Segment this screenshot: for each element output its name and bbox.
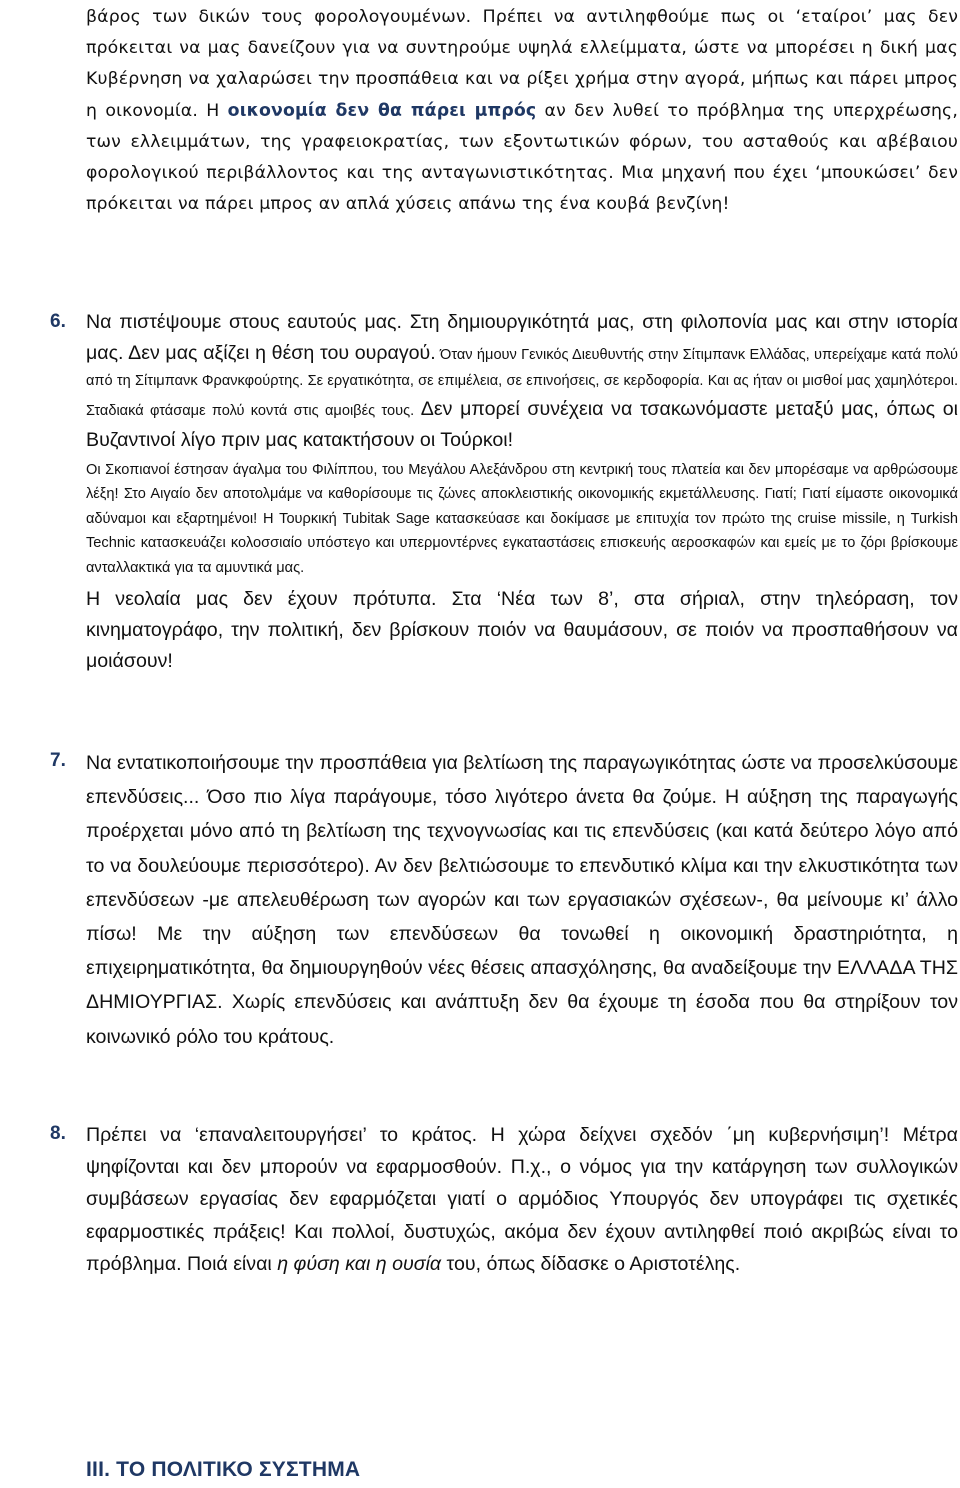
item-6-examples: Οι Σκοπιανοί έστησαν άγαλμα του Φιλίππου, του Μεγάλου Αλεξάνδρου στη κεντρική τους πλατεία και δεν μπορέσαμε να αρθρώσουμε λέξη! Στο Αιγαίο δεν αποτολμάμε να καθορίσουμε τις ζώνες αποκλειστικής οικονομικής εκμετάλλευσης. Γιατί; Γιατί είμαστε οικονομικά αδύναμοι και εξαρτημένοι! Η Τουρκική Tubitak Sage κατασκεύασε και δοκίμασε με επιτυχία τον πρώτο της cruise missile, η Turkish Technic κατασκευάζει κολοσσιαίο υπόστεγο και υπερμοντέρνες εγκαταστάσεις επισκευής αεροσκαφών και εμείς με το ζόρι βρίσκουμε ανταλλακτικά για τα αμυντικά μας. [86,461,958,576]
item-6-youth: Η νεολαία μας δεν έχουν πρότυπα. Στα ‘Νέα των 8’, στα σήριαλ, στην τηλεόραση, τον κινηματογράφο, την πολιτική, δεν βρίσκουν ποιόν να θαυμάσουν, σε ποιόν να προσπαθήσουν να μοιάσουν! [86,588,958,672]
list-item-6 [50,307,959,677]
item-number: 6. [50,311,66,332]
section-heading: III. ΤΟ ΠΟΛΙΤΙΚΟ ΣΥΣΤΗΜΑ [86,1458,361,1481]
continuation-paragraph [86,2,958,220]
item-6-detail: Όταν ήμουν Γενικός Διευθυντής στην Σίτιμπανκ Ελλάδας, υπερείχαμε κατά πολύ από τη Σίτιμπανκ Φρανκφούρτης. Σε εργατικότητα, σε επιμέλεια, σε επινοήσεις, σε κερδοφορία. Και ας ήταν οι μισθοί μας χαμηλότεροι. Σταδιακά φτάσαμε πολύ κοντά στις αμοιβές τους. [86,347,958,419]
paragraph-text: του, όπως δίδασκε ο Αριστοτέλης. [441,1252,741,1275]
item-6-paragraph [86,307,958,456]
paragraph-text: βάρος των δικών τους φορολογουμένων. Πρέπει να αντιληφθούμε πως οι ‘εταίροι’ μας δεν πρόκειται να μας δανείζουν για να συντηρούμε υψηλά ελλείμματα, ώστε να μπορέσει η δική μας Κυβέρνηση να χαλαρώσει την προσπάθεια και να ρίξει χρήμα στην αγορά, μήπως και πάρει μπρος η οικονομία. Η [86,7,958,121]
italic-phrase: η φύση και η ουσία [277,1252,442,1275]
item-number: 7. [50,750,66,771]
item-6-lead: Να πιστέψουμε στους εαυτούς μας. Στη δημιουργικότητά μας, στη φιλοπονία μας και στην ιστορία μας. Δεν μας αξίζει η θέση του ουραγού. [86,311,958,364]
item-number: 8. [50,1123,66,1144]
list-item-8 [50,1119,958,1280]
paragraph-text: αν δεν λυθεί το πρόβλημα της υπερχρέωσης, των ελλειμμάτων, της γραφειοκρατίας, των εξοντωτικών φόρων, του ασταθούς και αβέβαιου φορολογικού περιβάλλοντος και της ανταγωνιστικότητας. Μια μηχανή που έχει ‘μπουκώσει’ δεν πρόκειται να πάρει μπρος αν απλά χύσεις απάνω της ένα κουβά βενζίνη! [86,100,958,215]
bold-phrase: οικονομία δεν θα πάρει μπρός [227,100,537,121]
list-item-7 [50,746,958,1054]
item-8-paragraph [86,1119,958,1280]
item-6-statement: Δεν μπορεί συνέχεια να τσακωνόμαστε μεταξύ μας, όπως οι Βυζαντινοί λίγο πριν μας κατακτήσουν οι Τούρκοι! [86,397,959,451]
item-7-paragraph: Να εντατικοποιήσουμε την προσπάθεια για βελτίωση της παραγωγικότητας ώστε να προσελκύσουμε επενδύσεις... Όσο πιο λίγα παράγουμε, τόσο λιγότερο άνετα θα ζούμε. Η αύξηση της παραγωγής προέρχεται μόνο από τη βελτίωση της τεχνογνωσίας και τις επενδύσεις (και κατά δεύτερο λόγο από το να δουλεύουμε περισσότερο). Αν δεν βελτιώσουμε το επενδυτικό κλίμα και την ελκυστικότητα των επενδύσεων -με απελευθέρωση των αγορών και των εργασιακών σχέσεων-, θα μείνουμε κι’ άλλο πίσω! Με την αύξηση των επενδύσεων θα τονωθεί η οικονομική δραστηριότητα, η επιχειρηματικότητα, θα δημιουργηθούν νέες θέσεις απασχόλησης, θα αναδείξουμε την ΕΛΛΑΔΑ ΤΗΣ ΔΗΜΙΟΥΡΓΙΑΣ. Χωρίς επενδύσεις και ανάπτυξη δεν θα έχουμε τη έσοδα που θα στηρίξουν τον κοινωνικό ρόλο του κράτους. [86,752,958,1048]
paragraph-text: Πρέπει να ‘επαναλειτουργήσει’ το κράτος. Η χώρα δείχνει σχεδόν ΄μη κυβερνήσιμη’! Μέτρα ψηφίζονται και δεν μπορούν να εφαρμοσθούν. Π.χ., ο νόμος για την κατάργηση των συλλογικών συμβάσεων εργασίας δεν εφαρμόζεται γιατί ο αρμόδιος Υπουργός δεν υπογράφει τις σχετικές εφαρμοστικές πράξεις! Και πολλοί, δυστυχώς, ακόμα δεν έχουν αντιληφθεί ποιό ακριβώς είναι το πρόβλημα. Ποιά είναι [86,1124,958,1275]
